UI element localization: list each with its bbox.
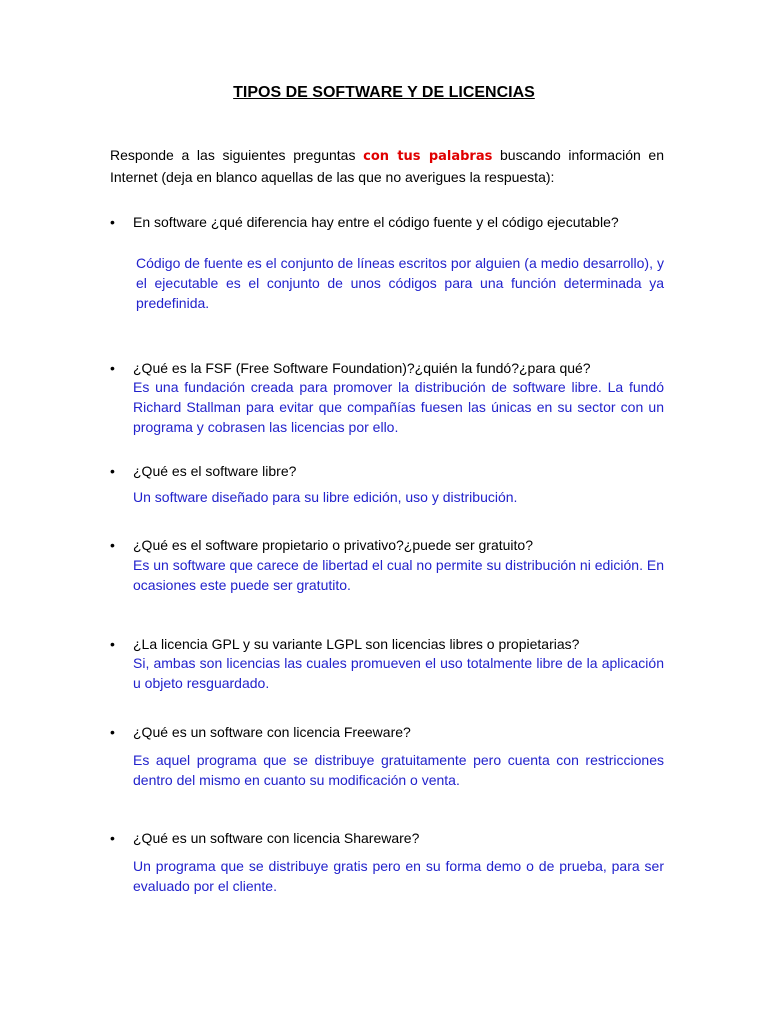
question-item [110, 212, 664, 233]
intro-text-before: Responde a las siguientes preguntas [110, 147, 364, 163]
bullet-icon: • [110, 636, 115, 652]
bullet-icon: • [110, 463, 115, 479]
question-text: ¿Qué es el software libre? [133, 463, 297, 479]
question-text: En software ¿qué diferencia hay entre el código fuente y el código ejecutable? [133, 214, 619, 230]
question-text: ¿Qué es un software con licencia Freeware? [133, 724, 411, 740]
document-title: TIPOS DE SOFTWARE Y DE LICENCIAS [233, 84, 535, 101]
bullet-icon: • [110, 360, 115, 376]
intro-highlight: con tus palabras [363, 149, 493, 164]
question-item [110, 535, 664, 556]
answer-text: Es un software que carece de libertad el cual no permite su distribución ni edición. En ocasiones este puede ser gratutito. [133, 557, 664, 593]
answer-text: Un software diseñado para su libre edición, uso y distribución. [133, 489, 518, 505]
question-item [110, 722, 664, 743]
answer-text: Si, ambas son licencias las cuales promueven el uso totalmente libre de la aplicación u objeto resguardado. [133, 655, 664, 691]
answer-text: Es una fundación creada para promover la distribución de software libre. La fundó Richard Stallman para evitar que compañías fuesen las únicas en su sector con un programa y cobrasen las licencias por ello. [133, 379, 664, 435]
bullet-icon: • [110, 537, 115, 553]
bullet-icon: • [110, 724, 115, 740]
question-item [110, 461, 664, 482]
intro-paragraph [110, 145, 664, 188]
bullet-icon: • [110, 214, 115, 230]
answer-text: Es aquel programa que se distribuye gratuitamente pero cuenta con restricciones dentro del mismo en cuanto su modificación o venta. [133, 752, 664, 788]
bullet-icon: • [110, 830, 115, 846]
question-item [110, 358, 664, 379]
question-text: ¿Qué es la FSF (Free Software Foundation)?¿quién la fundó?¿para qué? [133, 360, 591, 376]
question-text: ¿La licencia GPL y su variante LGPL son licencias libres o propietarias? [133, 636, 580, 652]
question-text: ¿Qué es el software propietario o privativo?¿puede ser gratuito? [133, 537, 533, 553]
answer-text: Un programa que se distribuye gratis pero en su forma demo o de prueba, para ser evaluado por el cliente. [133, 858, 664, 894]
question-item [110, 828, 664, 849]
question-text: ¿Qué es un software con licencia Shareware? [133, 830, 420, 846]
question-item [110, 634, 664, 655]
intro-text-after: buscando información en Internet (deja en blanco aquellas de las que no averigues la respuesta): [110, 147, 664, 185]
answer-text: Código de fuente es el conjunto de líneas escritos por alguien (a medio desarrollo), y el ejecutable es el conjunto de unos códigos para una función determinada ya predefinida. [136, 255, 664, 311]
